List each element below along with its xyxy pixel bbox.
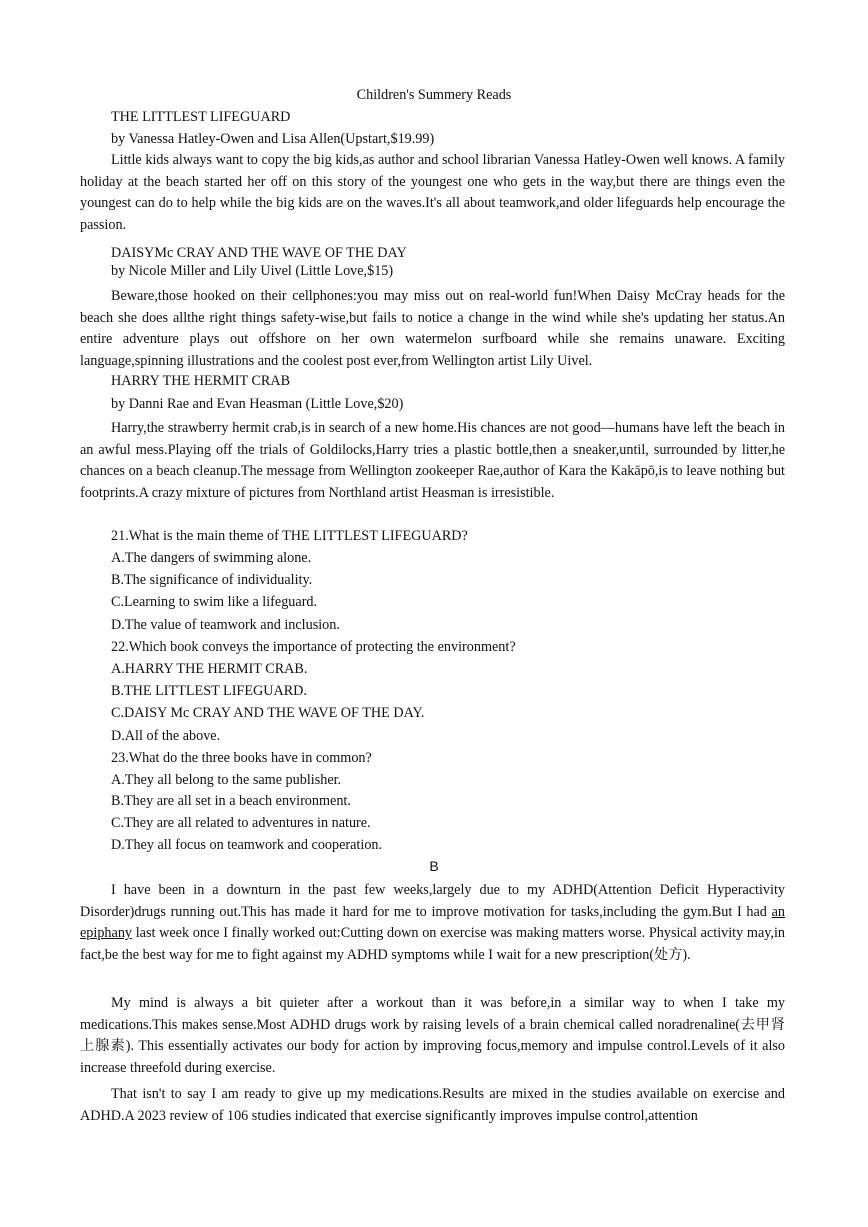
answer-option: A.HARRY THE HERMIT CRAB.	[111, 661, 308, 677]
book-review: Beware,those hooked on their cellphones:you may miss out on real-world fun!When Daisy McCray heads for the beach she does allthe right things safety-wise,but fails to notice a change in the wind while she's updating her status.An entire adventure plays out offshore on her own watermelon surfboard while she remains unaware. Exciting language,spinning illustrations and the coolest post ever,from Wellington artist Lily Uivel.	[80, 288, 785, 369]
passage-paragraph: That isn't to say I am ready to give up my medications.Results are mixed in the studies available on exercise and ADHD.A 2023 review of 106 studies indicated that exercise significantly improves impulse control,attention	[80, 1086, 785, 1124]
answer-option: C.Learning to swim like a lifeguard.	[111, 594, 318, 610]
underlined-phrase: an epiphany	[80, 903, 785, 942]
book-byline: by Danni Rae and Evan Heasman (Little Love,$20)	[111, 396, 404, 412]
answer-option: B.THE LITTLEST LIFEGUARD.	[111, 683, 307, 699]
answer-option: A.The dangers of swimming alone.	[111, 550, 312, 566]
passage-text: last week once I finally worked out:Cutting down on exercise was making matters worse. Physical activity may,in fact,be the best way for me to fight against my ADHD symptoms while I wait for a new prescription(处方).	[80, 925, 785, 963]
question-stem: 21.What is the main theme of THE LITTLEST LIFEGUARD?	[111, 528, 468, 544]
question-stem: 23.What do the three books have in common?	[111, 750, 372, 766]
book-byline: by Vanessa Hatley-Owen and Lisa Allen(Upstart,$19.99)	[111, 131, 435, 147]
page-title: Children's Summery Reads	[356, 87, 512, 103]
answer-option: A.They all belong to the same publisher.	[111, 772, 342, 788]
book-title: THE LITTLEST LIFEGUARD	[111, 109, 291, 125]
question-stem: 22.Which book conveys the importance of protecting the environment?	[111, 639, 516, 655]
book-title: HARRY THE HERMIT CRAB	[111, 373, 291, 389]
passage-paragraph	[80, 880, 785, 966]
book-review: Little kids always want to copy the big kids,as author and school librarian Vanessa Hatley-Owen well knows. A family holiday at the beach started her off on this story of the youngest one who gets in the way,but there are things even the youngest can do to help while the big kids are on the waves.It's all about teamwork,and older lifeguards help encourage the passion.	[80, 152, 785, 233]
passage-text: I have been in a downturn in the past few weeks,largely due to my ADHD(Attention Deficit Hyperactivity Disorder)drugs running out.This has made it hard for me to improve motivation for tasks,including the gym.But I had	[80, 882, 785, 920]
book-byline: by Nicole Miller and Lily Uivel (Little Love,$15)	[111, 263, 394, 279]
book-review: Harry,the strawberry hermit crab,is in search of a new home.His chances are not good—humans have left the beach in an awful mess.Playing off the trials of Goldilocks,Harry tries a plastic bottle,then a sneaker,until, surrounded by litter,he chances on a beach cleanup.The message from Wellington zookeeper Rae,author of Kara the Kakāpō,is to leave nothing but footprints.A crazy mixture of pictures from Northland artist Heasman is irresistible.	[80, 420, 785, 501]
answer-option: D.The value of teamwork and inclusion.	[111, 617, 340, 633]
answer-option: D.They all focus on teamwork and cooperation.	[111, 837, 383, 853]
answer-option: B.The significance of individuality.	[111, 572, 313, 588]
answer-option: B.They are all set in a beach environment.	[111, 793, 351, 809]
passage-paragraph: My mind is always a bit quieter after a workout than it was before,in a similar way to when I take my medications.This makes sense.Most ADHD drugs work by raising levels of a brain chemical called noradrenaline(去甲肾上腺素). This essentially activates our body for action by improving focus,memory and impulse control.Levels of it also increase threefold during exercise.	[80, 995, 785, 1076]
answer-option: C.DAISY Mc CRAY AND THE WAVE OF THE DAY.	[111, 705, 425, 721]
section-label: B	[429, 858, 439, 874]
answer-option: D.All of the above.	[111, 728, 221, 744]
book-title: DAISYMc CRAY AND THE WAVE OF THE DAY	[111, 245, 407, 261]
answer-option: C.They are all related to adventures in nature.	[111, 815, 371, 831]
